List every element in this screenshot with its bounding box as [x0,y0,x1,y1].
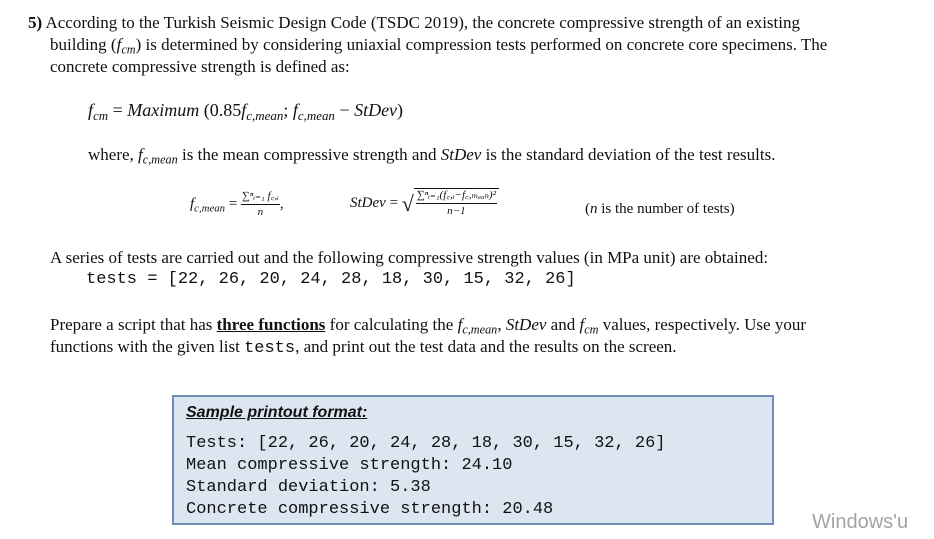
question-number: 5) [28,13,43,32]
question-intro-line-1 [28,12,800,33]
sample-line-fcm: Concrete compressive strength: 20.48 [186,500,554,519]
stdev-formula: StDev = √ $\frac{\text{∑ⁿᵢ₌₁(f꜀,ᵢ−f꜀,ₘₑₐₙ)²}}{n-1}$ [350,188,499,218]
mean-formula: $f_{c,mean}$ = $\frac{\text{∑ⁿᵢ₌₁ f꜀,ᵢ}}{n}$ , [190,190,284,219]
tests-inline-code: tests [244,339,296,358]
stdev-fraction: $\frac{\text{∑ⁿᵢ₌₁(f꜀,ᵢ−f꜀,ₘₑₐₙ)²}}{n-1}$ [416,189,496,218]
series-description: A series of tests are carried out and the following compressive strength values (in MPa unit) are obtained: [50,248,769,267]
windows-watermark: Windows'u [812,511,909,533]
prepare-line-1: Prepare a script that has three functions for calculating the $f_{c,mean}$, StDev and $f_{cm}$ values, respectively. Use your [50,315,807,337]
sample-title: Sample printout format: [186,404,368,421]
question-intro-line-2 [50,34,827,55]
prepare-line-2: functions with the given list tests, and print out the test data and the results on the screen. [50,337,677,358]
question-intro-line-3: concrete compressive strength is defined as: [50,57,350,76]
where-line: where, $f_{c,mean}$ is the mean compressive strength and StDev is the standard deviation of the test results. [88,145,776,167]
sample-printout-box [172,395,774,525]
intro-text-2a: building ( [50,35,117,54]
sample-line-mean: Mean compressive strength: 24.10 [186,456,513,475]
sample-line-stdev: Standard deviation: 5.38 [186,478,431,497]
tests-code: tests = [22, 26, 20, 24, 28, 18, 30, 15, 32, 26] [86,270,576,289]
three-functions-emphasis: three functions [216,315,326,334]
sample-line-tests: Tests: [22, 26, 20, 24, 28, 18, 30, 15, 32, 26] [186,434,666,453]
n-note: (n is the number of tests) [585,201,735,217]
main-formula: $f_{cm}$ = Maximum ($0.85f_{c,mean}$; $f_{c,mean}$ − StDev) [88,100,404,123]
fcm-symbol: $f_{cm}$ [116,35,136,57]
sqrt-sign: √ [401,190,414,216]
intro-text-1: According to the Turkish Seismic Design Code (TSDC 2019), the concrete compressive strength of an existing [45,13,800,32]
mean-fraction: $\frac{\text{∑ⁿᵢ₌₁ f꜀,ᵢ}}{n}$ [242,190,279,219]
intro-text-2b: ) is determined by considering uniaxial compression tests performed on concrete core specimens. The [135,35,828,54]
